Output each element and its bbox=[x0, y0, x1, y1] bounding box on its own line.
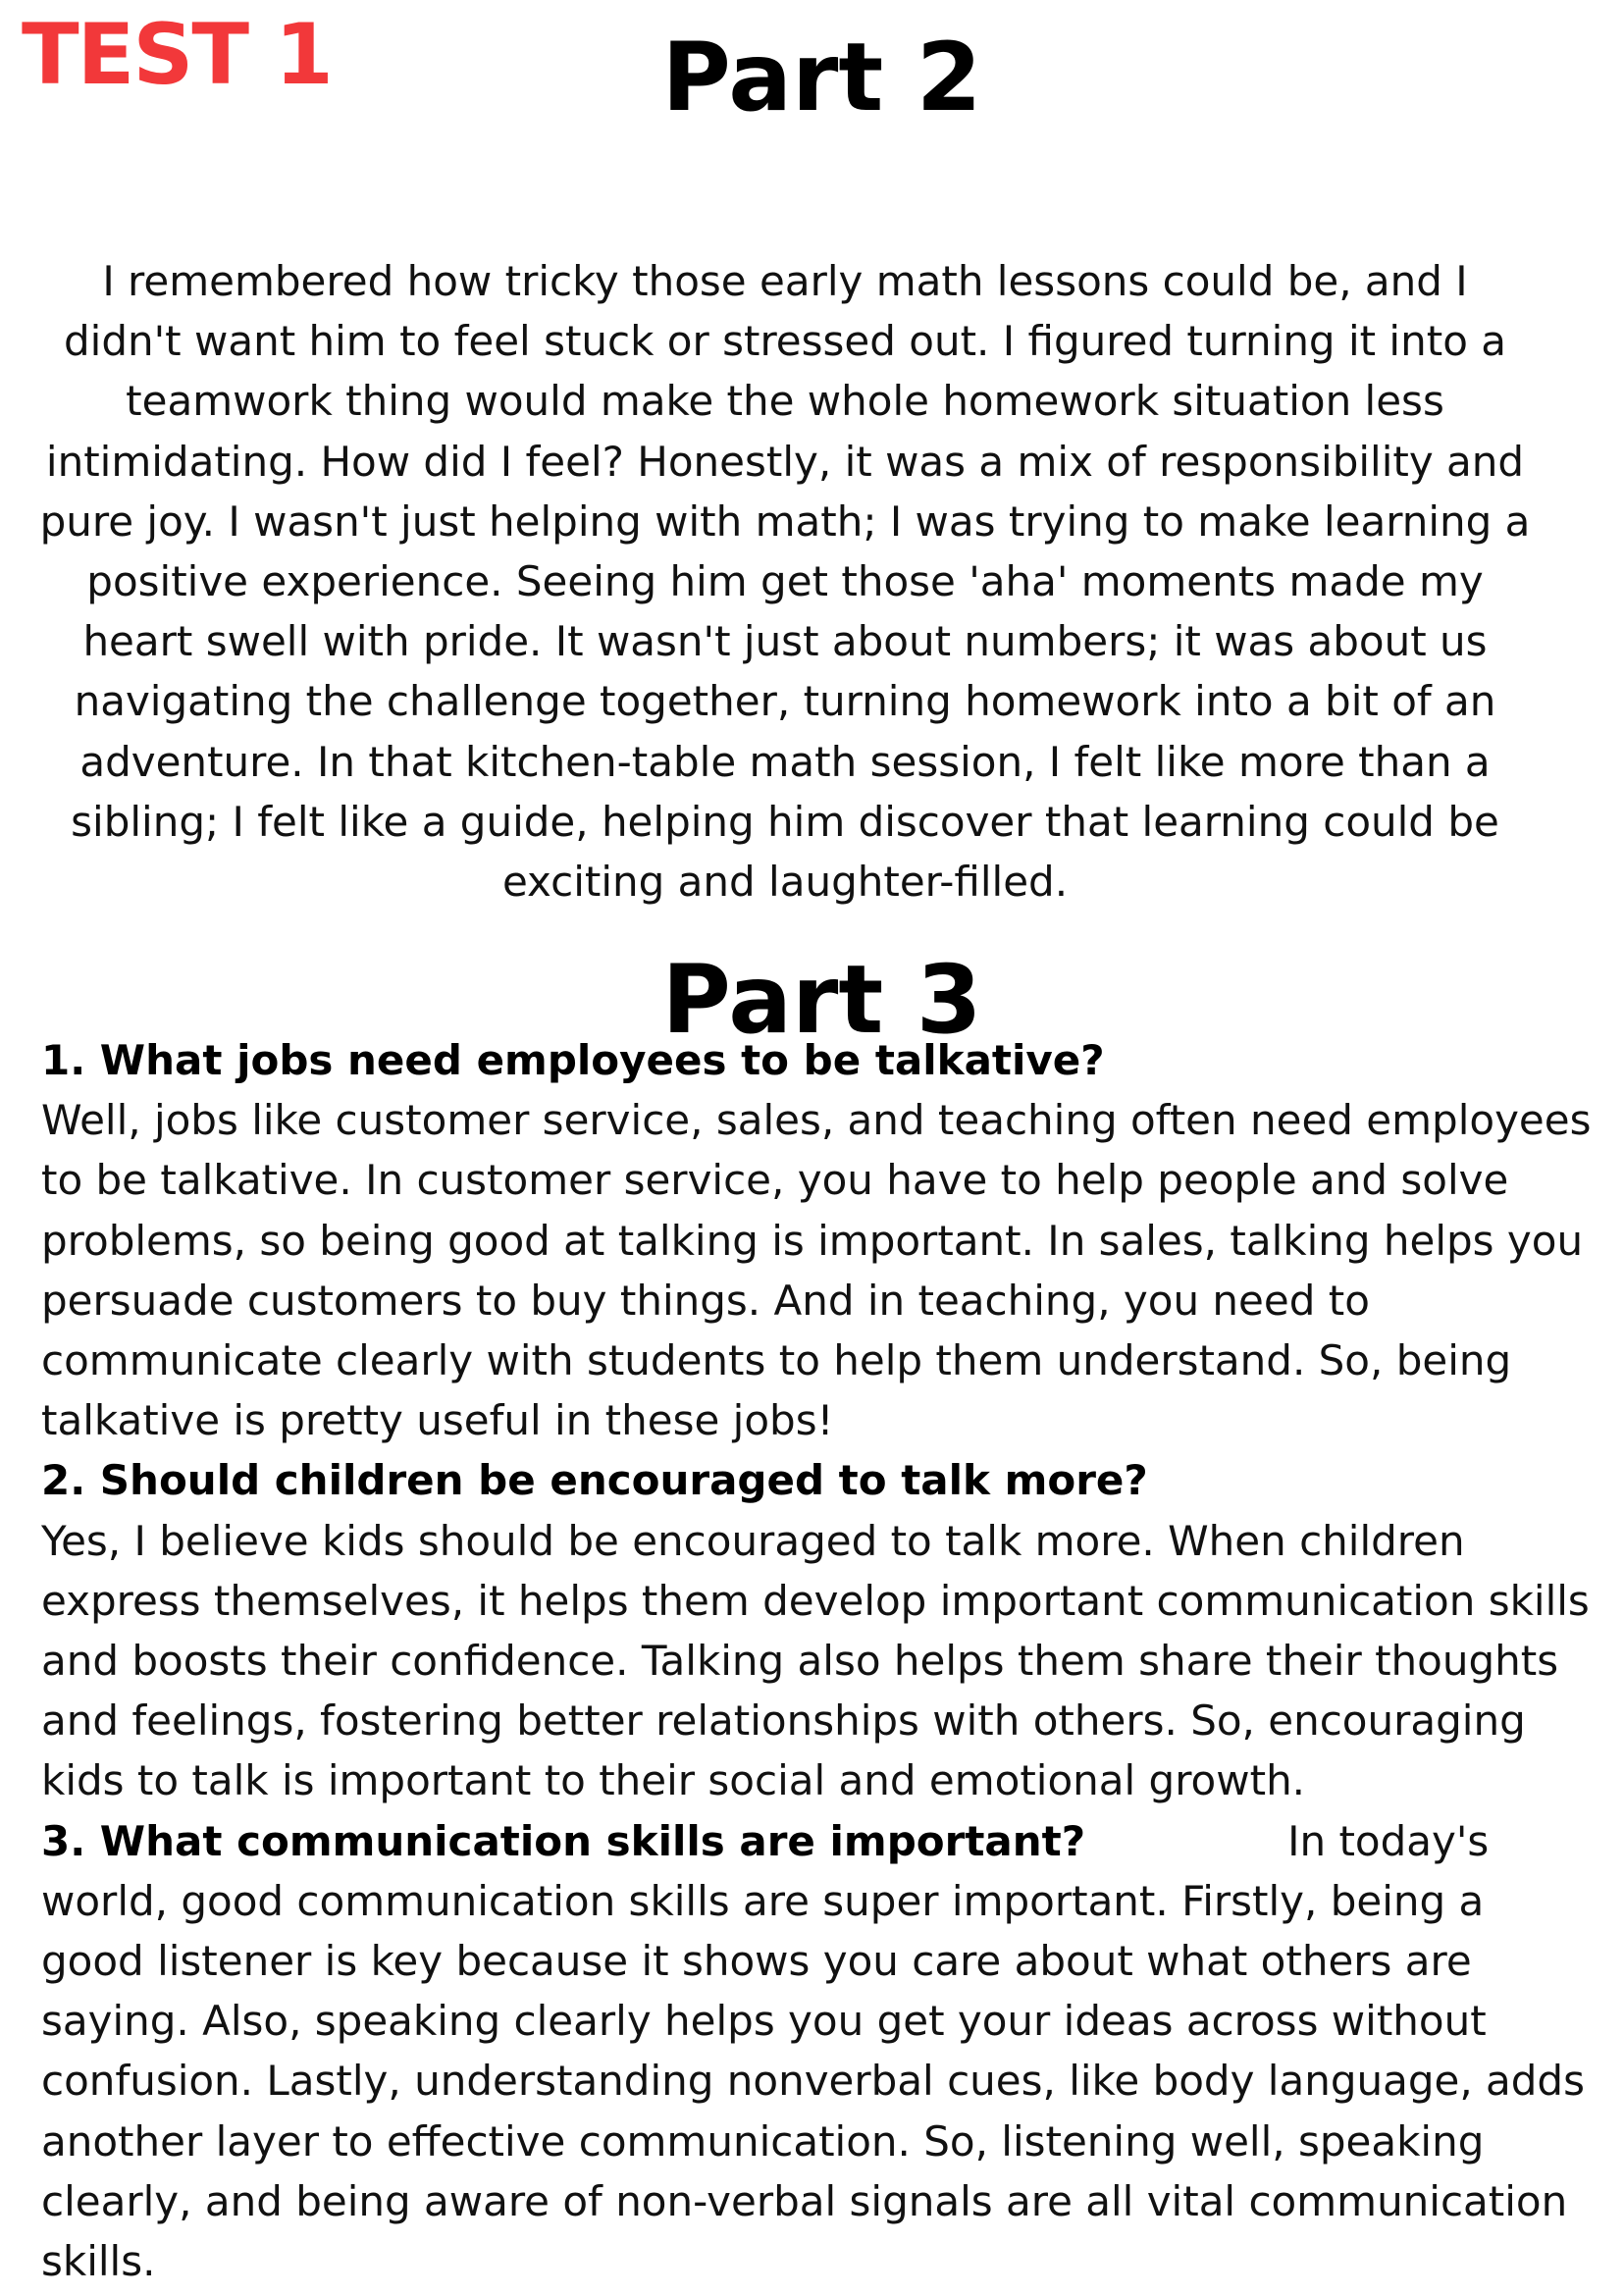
question-2: 2. Should children be encouraged to talk more? bbox=[41, 1456, 1148, 1505]
test-label: TEST 1 bbox=[22, 6, 332, 104]
qa-item-1 bbox=[41, 1030, 1592, 1450]
answer-2: Yes, I believe kids should be encouraged to talk more. When children express themselves, it helps them develop important communication skills and boosts their confidence. Talking also helps them share their thoughts and feelings, fostering better relationships with others. So, encouraging kids to talk is important to their social and emotional growth. bbox=[41, 1516, 1590, 1805]
qa-item-3 bbox=[41, 1811, 1592, 2292]
part2-title: Part 2 bbox=[661, 23, 982, 132]
question-1: 1. What jobs need employees to be talkative? bbox=[41, 1036, 1105, 1084]
part3-title: Part 3 bbox=[661, 945, 982, 1055]
qa-item-2 bbox=[41, 1450, 1592, 1810]
answer-1: Well, jobs like customer service, sales, and teaching often need employees to be talkative. In customer service, you have to help people and solve problems, so being good at talking is important. In sales, talking helps you persuade customers to buy things. And in teaching, you need to communicate clearly with students to help them understand. So, being talkative is pretty useful in these jobs! bbox=[41, 1096, 1592, 1445]
question-3: 3. What communication skills are important? bbox=[41, 1816, 1086, 1865]
part2-answer-text: I remembered how tricky those early math lessons could be, and I didn't want him to feel stuck or stressed out. I figured turning it into a teamwork thing would make the whole homework situation less intimidating. How did I feel? Honestly, it was a mix of responsibility and pure joy. I wasn't just helping with math; I was trying to make learning a positive experience. Seeing him get those 'aha' moments made my heart swell with pride. It wasn't just about numbers; it was about us navigating the challenge together, turning homework into a bit of an adventure. In that kitchen-table math session, I felt like more than a sibling; I felt like a guide, helping him discover that learning could be exciting and laughter-filled. bbox=[39, 257, 1531, 907]
answer-3: In today's world, good communication skills are super important. Firstly, being a good listener is key because it shows you care about what others are saying. Also, speaking clearly helps you get your ideas across without confusion. Lastly, understanding nonverbal cues, like body language, adds another layer to effective communication. So, listening well, speaking clearly, and being aware of non-verbal signals are all vital communication skills. bbox=[41, 1816, 1585, 2286]
part3-section bbox=[41, 1030, 1592, 2291]
